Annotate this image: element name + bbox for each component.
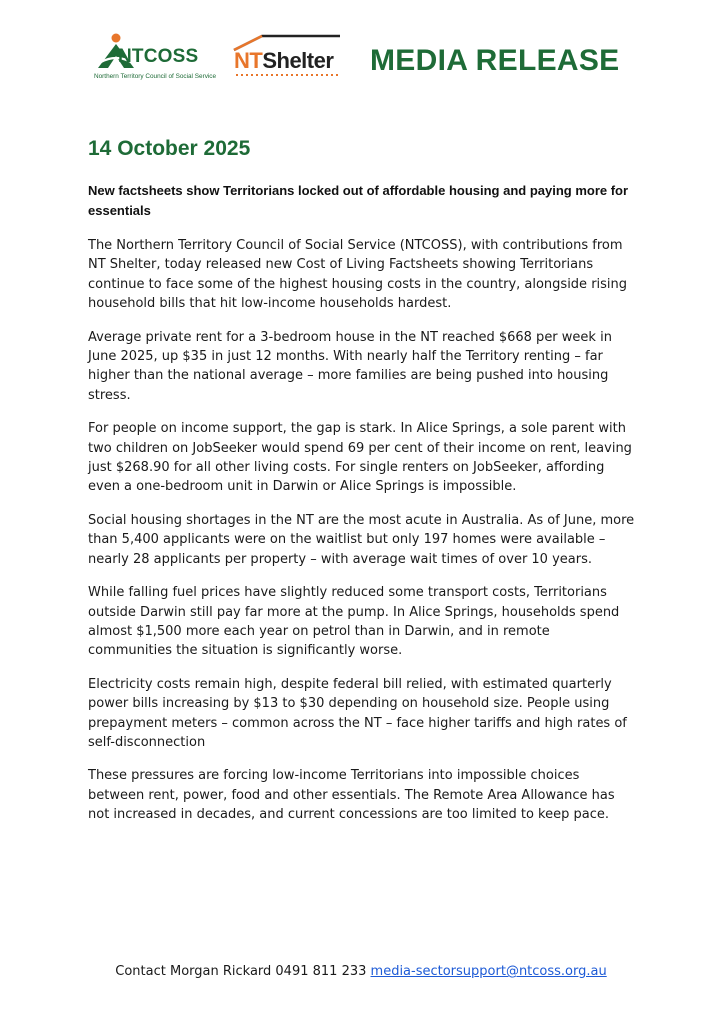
paragraph: Social housing shortages in the NT are the most acute in Australia. As of June, more than 5,400 applicants were on the waitlist but only 197 homes were available – nearly 28 applicants per property – with average wait times of over 10 years. xyxy=(88,512,635,567)
ntcoss-logo-subtitle: Northern Territory Council of Social Service xyxy=(94,73,217,80)
contact-footer xyxy=(0,964,722,979)
paragraph: Average private rent for a 3-bedroom house in the NT reached $668 per week in June 2025, up $35 in just 12 months. With nearly half the Territory renting – far higher than the national average – more families are being pushed into housing stress. xyxy=(88,329,612,403)
release-date: 14 October 2025 xyxy=(88,137,251,160)
ntshelter-logo xyxy=(232,32,344,80)
contact-text: Contact Morgan Rickard 0491 811 233 xyxy=(115,964,367,979)
headline: New factsheets show Territorians locked out of affordable housing and paying more for essentials xyxy=(88,183,629,218)
ntshelter-logo-text xyxy=(234,48,333,74)
ntshelter-logo-nt: NT xyxy=(234,48,263,73)
paragraph: Electricity costs remain high, despite federal bill relied, with estimated quarterly power bills increasing by $13 to $30 depending on household size. People using prepayment meters – common across the NT – face higher tariffs and high rates of self-disconnection xyxy=(88,676,627,750)
release-body xyxy=(88,181,636,839)
ntcoss-logo xyxy=(88,32,228,84)
paragraph: While falling fuel prices have slightly reduced some transport costs, Territorians outside Darwin still pay far more at the pump. In Alice Springs, households spend almost $1,500 more each year on petrol than in Darwin, and in remote communities the situation is significantly worse. xyxy=(88,585,620,659)
dotted-line-decoration xyxy=(236,73,340,77)
ntcoss-logo-text: NTCOSS xyxy=(118,46,199,67)
paragraph: For people on income support, the gap is stark. In Alice Springs, a sole parent with two children on JobSeeker would spend 69 per cent of their income on rent, leaving just $268.90 for all other living costs. For single renters on JobSeeker, affording even a one-bedroom unit in Darwin or Alice Springs is impossible. xyxy=(88,421,632,495)
paragraph: The Northern Territory Council of Social Service (NTCOSS), with contributions from NT Shelter, today released new Cost of Living Factsheets showing Territorians continue to face some of the highest housing costs in the country, alongside rising household bills that hit low-income households hardest. xyxy=(88,238,628,312)
contact-email-link[interactable]: media-sectorsupport@ntcoss.org.au xyxy=(370,964,607,979)
media-release-title: MEDIA RELEASE xyxy=(370,44,620,77)
ntshelter-logo-shelter: Shelter xyxy=(262,48,334,73)
paragraph: These pressures are forcing low-income Territorians into impossible choices between rent, power, food and other essentials. The Remote Area Allowance has not increased in decades, and current concessions are too limited to keep pace. xyxy=(88,768,615,823)
